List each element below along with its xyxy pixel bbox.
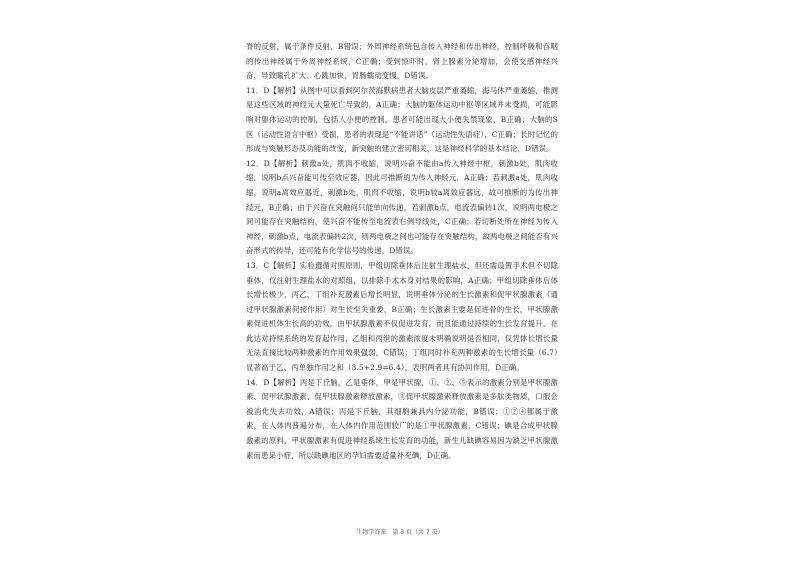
paragraph-11: 11．D【解析】从图中可以看到阿尔茨海默病患者大脑皮层严重萎缩，海马体严重萎缩，推测是这些区域的神经元大量死亡导致的，A正确；大脑的躯体运动中枢等区域并未受损，可能影响对躯体运动的控制，包括人小便的控制，患者可能出现大小便失禁现象，B正确；大脑的S区（运动性语言中枢）受损，患者的表现是“不能讲话”（运动性失语症），C正确；长时记忆的形成与突触形态及功能的改变，新突触的建立密切相关，这是神经科学的基本结论，D错误。 bbox=[246, 85, 558, 154]
page-footer: 生物学答案 第 3 页（共 7 页） bbox=[356, 529, 444, 536]
paragraph-12: 12．D【解析】刺激a处，肌肉不收缩，说明兴奋不能由a传入神经中枢，刺激b处，肌肉收缩，说明b点兴奋能可传至效应器，因此可推断的为传入神经元，A正确；若刺激a处，肌肉收缩，说明a离效应器近，刺激b处，肌肉不收缩，说明b较a离效应器远，故可推断的为传出神经元，B正确；由于兴奋在突触间只能单向传递，若刺激b点，电流表偏转1次，说明两电极之间可能存在突触结构，使兴奋不能传至电流表右侧导线处，C正确；若切断处所在神经为传入神经，刺激b点，电流表偏转2次，则两电极之间也可能存在突触结构，故两电极之间能否有兴奋形式的传导，还可能有化学信号的传递，D错误。 bbox=[246, 158, 558, 256]
answer-content bbox=[246, 40, 558, 463]
paragraph-14: 14．D【解析】丙是下丘脑，乙是垂体，甲是甲状腺，①、②、⑤表示的激素分别是甲状腺激素、促甲状腺激素、促甲状腺激素释放激素，③促甲状腺激素释放激素是多肽类物质，口服会被消化失去功效，A错误；丙是下丘脑，其细胞兼具内分泌功能，B错误；①②④都属于激素，在人体内普遍分布，在人体内作用范围较广的是①甲状腺激素，C错误；碘是合成甲状腺激素的原料，甲状腺激素有促进神经系统生长发育的功能，新生儿缺碘容易因为缺乏甲状腺激素而患呆小症，所以缺碘地区的孕妇需要适量补充碘，D正确。 bbox=[246, 377, 558, 460]
paragraph-13: 13．C【解析】实验遵循对照原则，甲组切除垂体后注射生理盐水，但还需设置手术但不切除垂体，仅注射生理盐水的对照组，以排除手术本身对结果的影响，A正确；甲组切除垂体后体长增长极少，丙乙、丁组补充激素后增长明显，说明垂体分泌的生长激素和促甲状腺激素（通过甲状腺激素间接作用）对生长至关重要，B正确；生长激素主要是促进骨的生长，甲状腺激素促进机体生长高的功效，由甲状腺激素不仅促进发育，而且能通过持续的生长发育提升，在此达对持续系统的发育起作用，乙组和丙组的激素浓度未明确说明是否相同，仅凭体长增长量无法直接比较两种激素的作用效果强弱，C错误；丁组同时补充两种激素的生长增长量（6.7）显著高于乙、丙单独作用之和（3.5+2.9=6.4），表明两者具有协同作用，D正确。 bbox=[246, 260, 558, 373]
paragraph-10-continued: 脊的反射，属于条件反射，B错误；外周神经系统包含传入神经和传出神经，控制呼吸和吞咽的传出神经属于外周神经系统，C正确；受到惊吓时，肾上腺素分泌增加，会使交感神经兴奋，导致瞳孔扩大、心跳加快、胃肠蠕动变慢，D错误。 bbox=[246, 42, 558, 81]
